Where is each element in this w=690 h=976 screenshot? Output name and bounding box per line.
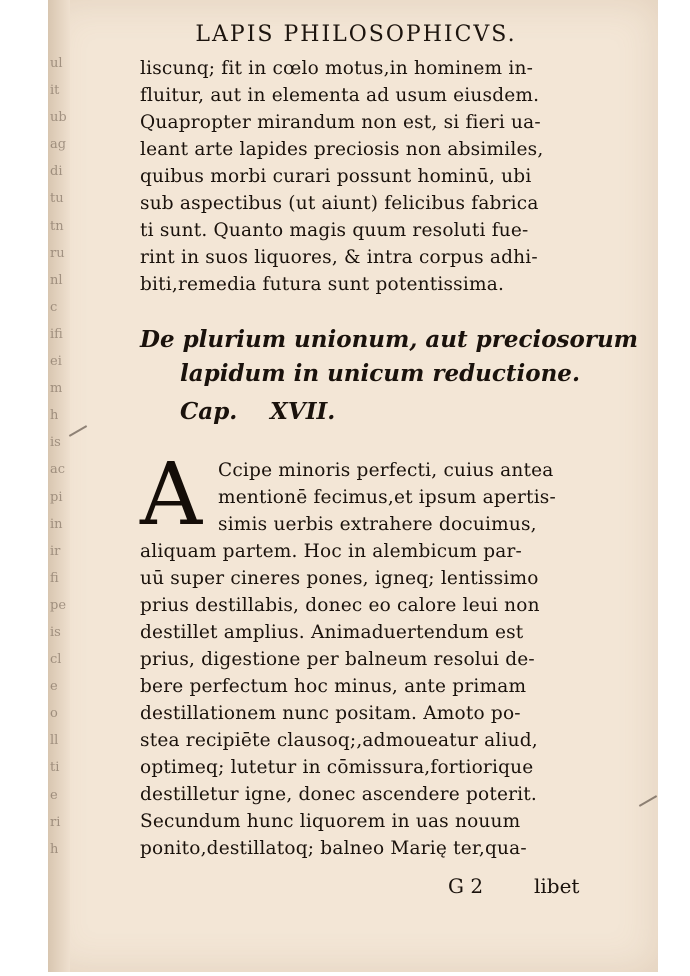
text-line: ti sunt. Quanto magis quum resoluti fue- bbox=[140, 220, 529, 241]
text-line: fluitur, aut in elementa ad usum eiusdem. bbox=[140, 85, 540, 106]
catchword: libet bbox=[534, 874, 580, 898]
text-line: aliquam partem. Hoc in alembicum par- bbox=[140, 541, 522, 562]
text-line: Quapropter mirandum non est, si fieri ua- bbox=[140, 112, 541, 133]
text-line: destillationem nunc positam. Amoto po- bbox=[140, 703, 521, 724]
text-line: optimeq; lutetur in cōmissura,fortiorique bbox=[140, 757, 534, 778]
facing-page-bleed: ul it ub ag di tu tn ru nl c ifi ei m h is ac pi in ir fi pe is cl e o ll ti e ri h bbox=[50, 56, 67, 857]
text-line: sub aspectibus (ut aiunt) felicibus fabrica bbox=[140, 193, 539, 214]
text-line: prius, digestione per balneum resolui de- bbox=[140, 649, 535, 670]
text-line: biti,remedia futura sunt potentissima. bbox=[140, 274, 505, 295]
text-line: mentionē fecimus,et ipsum apertis- bbox=[218, 487, 556, 508]
ink-stray-mark bbox=[639, 795, 657, 807]
chapter-title-line-2: lapidum in unicum reductione. bbox=[180, 360, 580, 387]
text-line: prius destillabis, donec eo calore leui non bbox=[140, 595, 540, 616]
text-line: destillet amplius. Animaduertendum est bbox=[140, 622, 524, 643]
chapter-title-line-1: De plurium unionum, aut preciosorum bbox=[140, 326, 639, 353]
drop-cap: A bbox=[140, 445, 203, 545]
text-line: uū super cineres pones, igneq; lentissimo bbox=[140, 568, 539, 589]
ink-stray-mark bbox=[69, 425, 87, 437]
text-line: Ccipe minoris perfecti, cuius antea bbox=[218, 460, 554, 481]
text-line: Secundum hunc liquorem in uas nouum bbox=[140, 811, 521, 832]
text-line: simis uerbis extrahere docuimus, bbox=[218, 514, 537, 535]
running-head: LAPIS PHILOSOPHICVS. bbox=[195, 22, 517, 47]
text-line: rint in suos liquores, & intra corpus adhi- bbox=[140, 247, 538, 268]
chapter-label: Cap. bbox=[180, 398, 238, 425]
text-line: destilletur igne, donec ascendere poterit. bbox=[140, 784, 538, 805]
text-line: stea recipiēte clausoq;,admoueatur aliud, bbox=[140, 730, 538, 751]
text-line: liscunq; fit in cœlo motus,in hominem in- bbox=[140, 58, 534, 79]
text-line: quibus morbi curari possunt hominū, ubi bbox=[140, 166, 532, 187]
text-line: ponito,destillatoq; balneo Marię ter,qua- bbox=[140, 838, 527, 859]
text-line: bere perfectum hoc minus, ante primam bbox=[140, 676, 527, 697]
text-line: leant arte lapides preciosis non absimiles, bbox=[140, 139, 544, 160]
signature-mark: G 2 bbox=[448, 874, 484, 898]
book-page bbox=[48, 0, 658, 972]
chapter-number: XVII. bbox=[270, 398, 336, 425]
